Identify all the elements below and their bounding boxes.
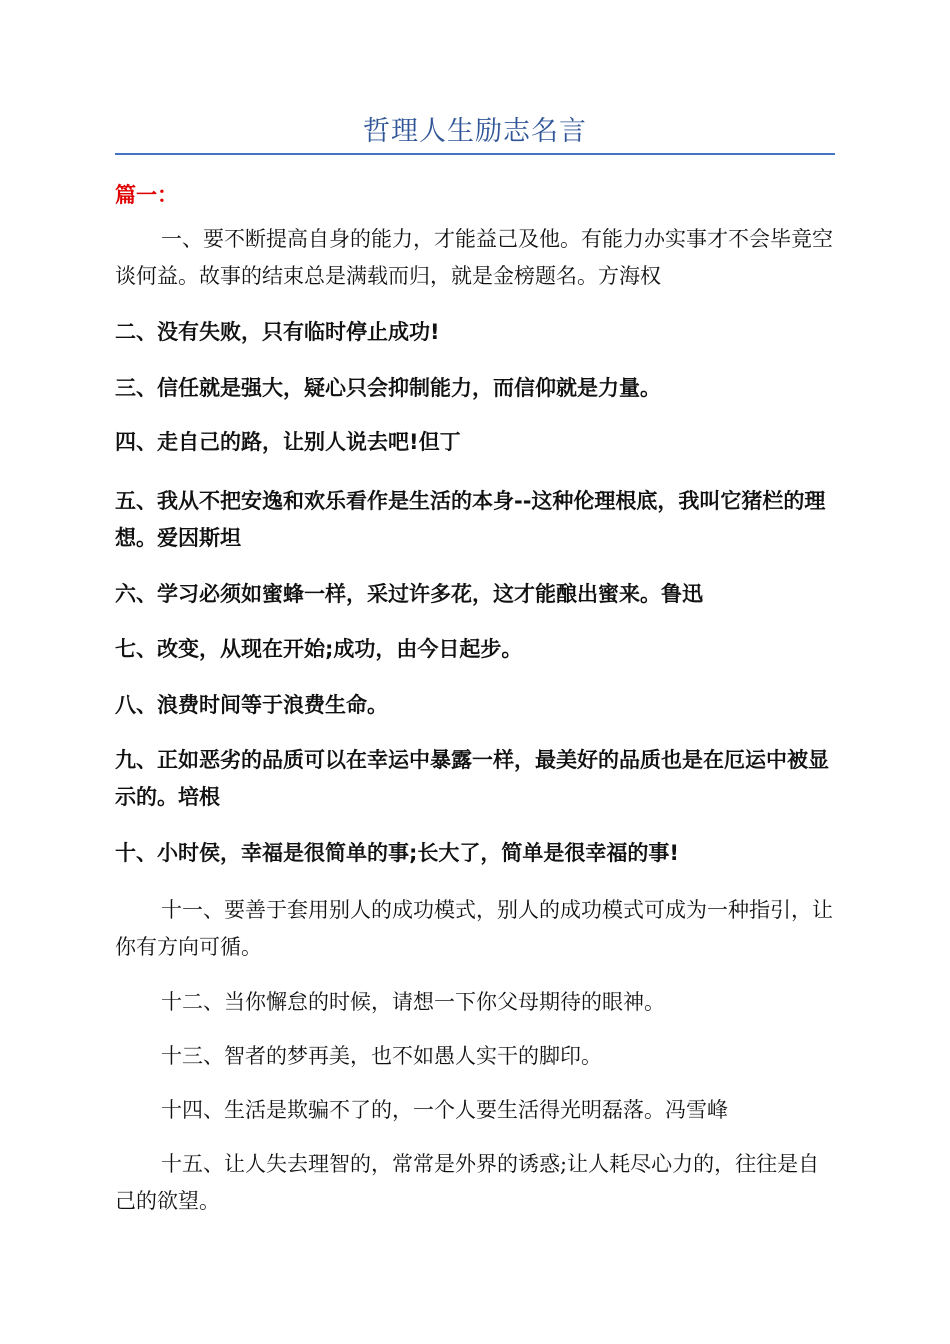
quote-paragraph: 九、正如恶劣的品质可以在幸运中暴露一样，最美好的品质也是在厄运中被显示的。培根 bbox=[115, 748, 829, 809]
quote-paragraph: 五、我从不把安逸和欢乐看作是生活的本身--这种伦理根底，我叫它猪栏的理想。爱因斯坦 bbox=[115, 489, 826, 550]
quote-paragraph: 四、走自己的路，让别人说去吧!但丁 bbox=[115, 430, 461, 454]
quote-paragraph: 十二、当你懈怠的时候，请想一下你父母期待的眼神。 bbox=[161, 990, 665, 1014]
quote-paragraph: 十一、要善于套用别人的成功模式，别人的成功模式可成为一种指引，让你有方向可循。 bbox=[115, 898, 833, 959]
quote-paragraph: 三、信任就是强大，疑心只会抑制能力，而信仰就是力量。 bbox=[115, 376, 661, 400]
quote-paragraph: 八、浪费时间等于浪费生命。 bbox=[115, 693, 388, 717]
quote-paragraph: 一、要不断提高自身的能力，才能益己及他。有能力办实事才不会毕竟空谈何益。故事的结束总是满载而归，就是金榜题名。方海权 bbox=[115, 227, 833, 288]
quote-paragraph: 十、小时侯，幸福是很简单的事;长大了，简单是很幸福的事! bbox=[115, 841, 679, 865]
section-label: 篇一： bbox=[115, 183, 178, 207]
title-divider bbox=[115, 153, 835, 155]
quote-paragraph: 二、没有失败，只有临时停止成功! bbox=[115, 320, 440, 344]
quote-paragraph: 十五、让人失去理智的，常常是外界的诱惑;让人耗尽心力的，往往是自己的欲望。 bbox=[115, 1152, 820, 1213]
quote-paragraph: 六、学习必须如蜜蜂一样，采过许多花，这才能酿出蜜来。鲁迅 bbox=[115, 582, 703, 606]
quote-paragraph: 十四、生活是欺骗不了的，一个人要生活得光明磊落。冯雪峰 bbox=[161, 1098, 728, 1122]
document-title: 哲理人生励志名言 bbox=[363, 116, 587, 147]
quote-paragraph: 十三、智者的梦再美，也不如愚人实干的脚印。 bbox=[161, 1044, 602, 1068]
quote-paragraph: 七、改变，从现在开始;成功，由今日起步。 bbox=[115, 637, 523, 661]
